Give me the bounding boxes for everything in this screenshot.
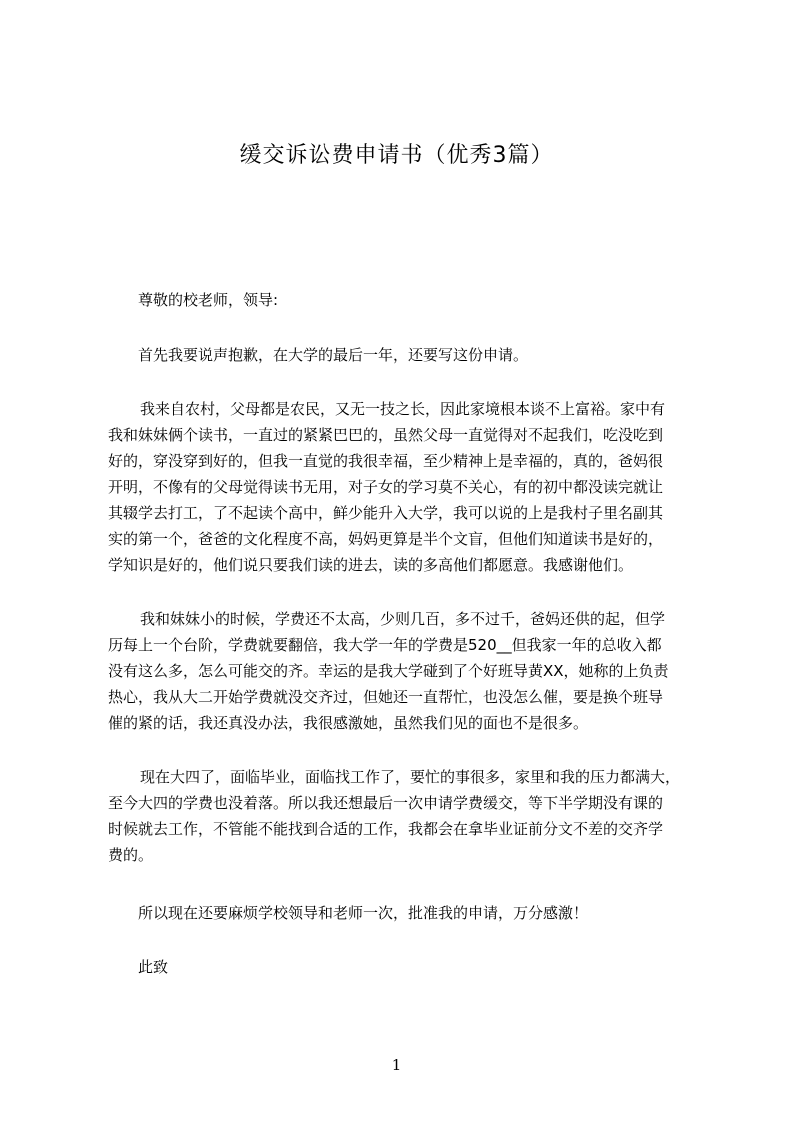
paragraph-line: 至今大四的学费也没着落。所以我还想最后一次申请学费缓交，等下半学期没有课的 <box>108 794 664 812</box>
page-number: 1 <box>391 1056 402 1074</box>
paragraph-line: 好的，穿没穿到好的，但我一直觉的我很幸福，至少精神上是幸福的，真的，爸妈很 <box>108 452 664 470</box>
salutation: 尊敬的校老师，领导: <box>138 291 279 309</box>
closing-line: 此致 <box>138 958 169 976</box>
paragraph-line: 我和妹妹俩个读书，一直过的紧紧巴巴的，虽然父母一直觉得对不起我们，吃没吃到 <box>108 426 664 444</box>
paragraph-line: 实的第一个，爸爸的文化程度不高，妈妈更算是半个文盲，但他们知道读书是好的， <box>108 530 664 548</box>
paragraph-line: 热心，我从大二开始学费就没交齐过，但她还一直帮忙，也没怎么催，要是换个班导 <box>108 688 664 706</box>
paragraph-line: 催的紧的话，我还真没办法，我很感激她，虽然我们见的面也不是很多。 <box>108 714 589 732</box>
paragraph-line: 其辍学去打工，了不起读个高中，鲜少能升入大学，我可以说的上是我村子里名副其 <box>108 504 664 522</box>
paragraph-line: 首先我要说声抱歉，在大学的最后一年，还要写这份申请。 <box>138 346 529 364</box>
paragraph-line: 费的。 <box>108 846 154 864</box>
paragraph-line: 学知识是好的，他们说只要我们读的进去，读的多高他们都愿意。我感谢他们。 <box>108 556 634 574</box>
paragraph-line: 开明，不像有的父母觉得读书无用，对子女的学习莫不关心，有的初中都没读完就让 <box>108 478 664 496</box>
paragraph-line: 所以现在还要麻烦学校领导和老师一次，批准我的申请，万分感激！ <box>138 904 589 922</box>
paragraph-line: 我来自农村，父母都是农民，又无一技之长，因此家境根本谈不上富裕。家中有 <box>140 400 666 418</box>
paragraph-line: 没有这么多，怎么可能交的齐。幸运的是我大学碰到了个好班导黄XX，她称的上负责 <box>108 662 669 680</box>
paragraph-line: 现在大四了，面临毕业，面临找工作了，要忙的事很多，家里和我的压力都满大， <box>140 768 681 786</box>
paragraph-line: 历每上一个台阶，学费就要翻倍，我大学一年的学费是520__但我家一年的总收入都 <box>108 636 662 654</box>
paragraph-line: 时候就去工作，不管能不能找到合适的工作，我都会在拿毕业证前分文不差的交齐学 <box>108 820 664 838</box>
document-title: 缓交诉讼费申请书（优秀3篇） <box>239 143 554 168</box>
paragraph-line: 我和妹妹小的时候，学费还不太高，少则几百，多不过千，爸妈还供的起，但学 <box>140 610 666 628</box>
